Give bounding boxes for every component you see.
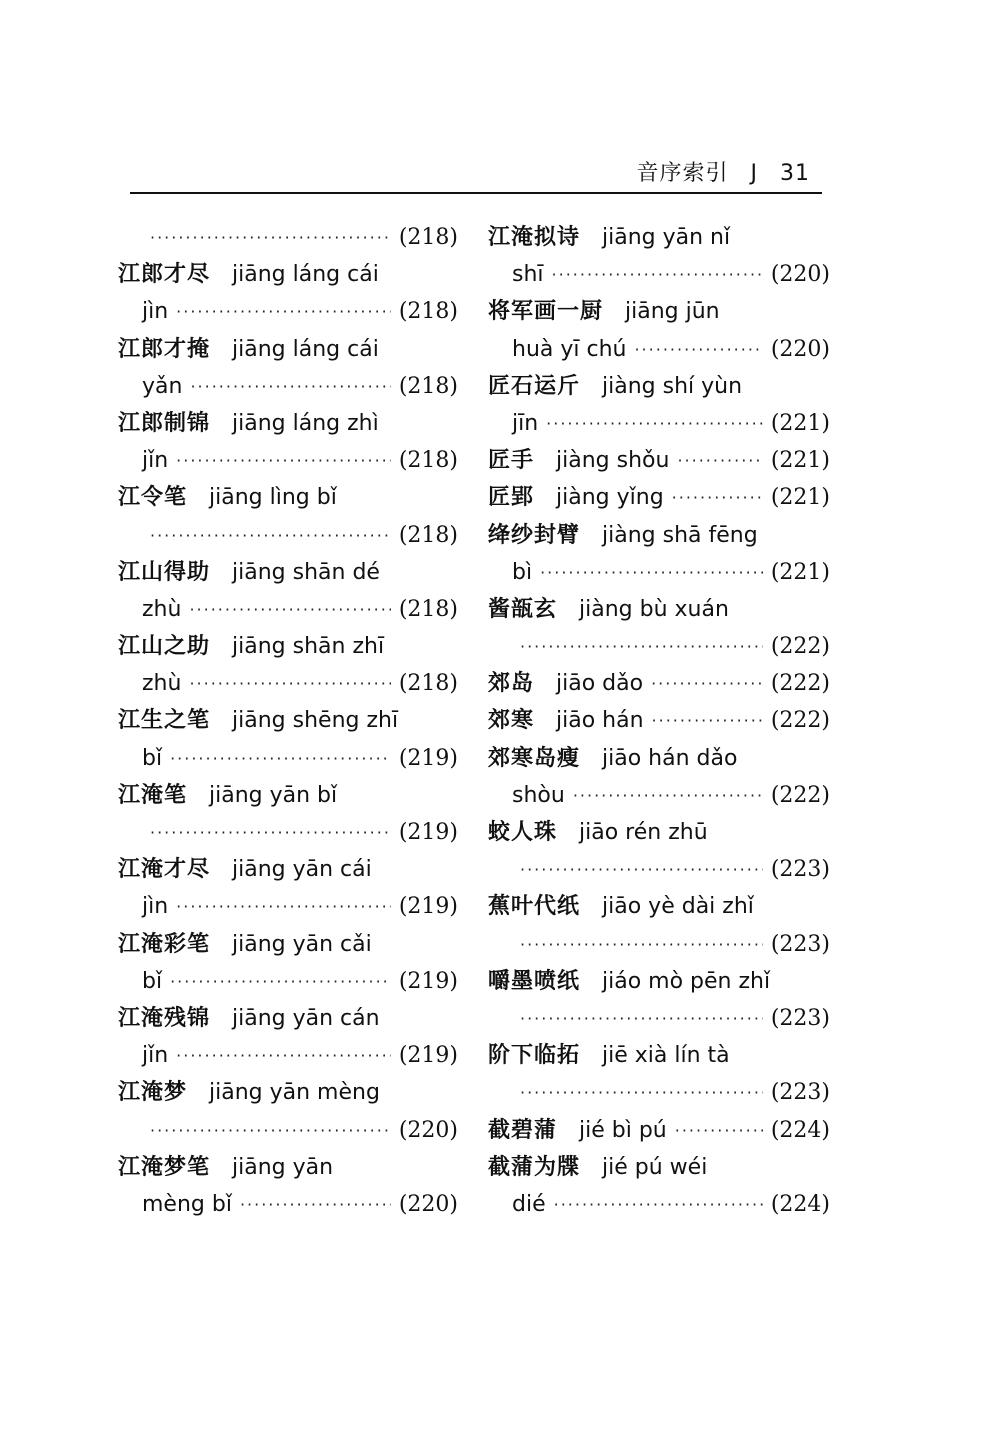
entry-page-ref: (223) <box>770 1005 830 1031</box>
index-continuation-line <box>488 331 830 368</box>
index-continuation-line <box>488 851 830 888</box>
index-continuation-line <box>118 1037 458 1074</box>
index-continuation-line <box>118 665 458 702</box>
index-entry-line <box>488 1037 830 1074</box>
index-entry-line <box>488 888 830 925</box>
running-head <box>622 156 810 187</box>
entry-pinyin: jiāng yān nǐ <box>602 225 731 250</box>
entry-pinyin: jiāng láng zhì <box>232 410 379 436</box>
entry-term: 截碧蒲 <box>488 1117 558 1143</box>
dot-leader <box>520 628 763 665</box>
index-continuation-line <box>118 814 458 851</box>
index-continuation-line <box>118 963 458 1000</box>
index-continuation-line <box>488 1074 830 1111</box>
entry-pinyin: jiāng shān dé <box>232 559 380 585</box>
entry-page-ref: (219) <box>398 820 458 845</box>
entry-pinyin: jiāo dǎo <box>556 671 644 697</box>
entry-term: 江淹笔 <box>118 782 188 808</box>
entry-pinyin: jiāng yān mèng <box>209 1080 380 1106</box>
entry-page-ref: (223) <box>770 931 830 957</box>
index-continuation-line <box>118 293 458 330</box>
index-entry-line <box>488 442 830 479</box>
index-entry-line <box>488 517 830 554</box>
entry-pinyin: jié bì pú <box>579 1117 667 1143</box>
dot-leader <box>150 517 391 554</box>
dot-leader <box>150 219 391 256</box>
entry-pinyin: jìn <box>142 894 169 920</box>
entry-page-ref: (222) <box>770 708 830 734</box>
entry-pinyin: jǐn <box>142 1043 169 1069</box>
index-entry-line <box>488 740 830 777</box>
entry-page-ref: (222) <box>770 671 830 697</box>
dot-leader <box>672 479 763 516</box>
index-column-left <box>118 219 458 1223</box>
index-entry-line <box>118 1149 458 1186</box>
index-continuation-line <box>118 517 458 554</box>
dot-leader <box>677 442 762 479</box>
index-entry-line <box>118 777 458 814</box>
index-entry-line <box>118 331 458 368</box>
index-continuation-line <box>118 591 458 628</box>
index-entry-line <box>118 554 458 591</box>
dot-leader <box>150 814 391 851</box>
entry-page-ref: (221) <box>770 485 830 511</box>
section-title: 音序索引 <box>636 161 729 186</box>
entry-term: 江令笔 <box>118 485 188 511</box>
index-continuation-line <box>118 442 458 479</box>
index-entry-line <box>488 1112 830 1149</box>
entry-pinyin: jiāo hán dǎo <box>602 745 738 771</box>
entry-term: 嚼墨喷纸 <box>488 968 581 994</box>
entry-term: 匠石运斤 <box>488 373 581 399</box>
index-entry-line <box>488 814 830 851</box>
entry-term: 江淹残锦 <box>118 1005 211 1031</box>
entry-term: 酱瓿玄 <box>488 596 558 622</box>
entry-pinyin: jiāng láng cái <box>232 262 379 288</box>
entry-page-ref: (218) <box>398 448 458 474</box>
entry-page-ref: (224) <box>770 1117 830 1143</box>
dot-leader <box>540 554 763 591</box>
entry-term: 截蒲为牒 <box>488 1154 581 1180</box>
entry-term: 绛纱封臂 <box>488 522 581 548</box>
page-number: 31 <box>780 161 810 186</box>
dot-leader <box>520 851 763 888</box>
entry-term: 江淹拟诗 <box>488 225 581 250</box>
entry-page-ref: (220) <box>770 336 830 362</box>
dot-leader <box>520 1074 763 1111</box>
index-continuation-line <box>118 219 458 256</box>
entry-pinyin: jiāo hán <box>556 708 644 734</box>
entry-pinyin: jiàng shí yùn <box>602 373 743 399</box>
entry-pinyin: jiāo rén zhū <box>579 820 708 845</box>
entry-term: 匠郢 <box>488 485 535 511</box>
entry-pinyin: bǐ <box>142 745 163 771</box>
entry-term: 江山之助 <box>118 634 211 660</box>
index-entry-line <box>118 1074 458 1111</box>
index-entry-line <box>118 1000 458 1037</box>
dot-leader <box>652 702 763 739</box>
dot-leader <box>552 256 763 293</box>
index-continuation-line <box>488 777 830 814</box>
header-rule <box>130 192 822 194</box>
dot-leader <box>546 405 763 442</box>
index-entry-line <box>488 219 830 256</box>
entry-pinyin: jiē xià lín tà <box>602 1043 730 1069</box>
entry-page-ref: (220) <box>398 1191 458 1217</box>
dot-leader <box>520 926 763 963</box>
index-continuation-line <box>118 740 458 777</box>
index-entry-line <box>488 963 830 1000</box>
dot-leader <box>520 1000 763 1037</box>
entry-page-ref: (218) <box>398 299 458 325</box>
index-entry-line <box>488 665 830 702</box>
entry-page-ref: (220) <box>398 1117 458 1143</box>
index-column-right <box>488 219 830 1223</box>
entry-page-ref: (220) <box>770 262 830 288</box>
dot-leader <box>150 1112 391 1149</box>
index-continuation-line <box>118 1112 458 1149</box>
dot-leader <box>170 963 391 1000</box>
entry-page-ref: (222) <box>770 634 830 660</box>
dot-leader <box>675 1112 763 1149</box>
entry-term: 江生之笔 <box>118 708 211 734</box>
entry-term: 匠手 <box>488 448 535 474</box>
entry-page-ref: (218) <box>398 225 458 250</box>
dot-leader <box>190 368 390 405</box>
index-entry-line <box>118 702 458 739</box>
entry-page-ref: (219) <box>398 968 458 994</box>
dot-leader <box>176 1037 391 1074</box>
entry-term: 江山得助 <box>118 559 211 585</box>
index-continuation-line <box>488 628 830 665</box>
index-entry-line <box>118 256 458 293</box>
entry-pinyin: shī <box>512 262 544 288</box>
dot-leader <box>573 777 763 814</box>
entry-pinyin: bì <box>512 559 533 585</box>
dot-leader <box>189 665 390 702</box>
entry-page-ref: (221) <box>770 559 830 585</box>
entry-pinyin: mèng bǐ <box>142 1191 232 1217</box>
dot-leader <box>554 1186 763 1223</box>
entry-pinyin: jiāng yān bǐ <box>209 782 338 808</box>
entry-pinyin: jiāng yān <box>232 1154 334 1180</box>
index-continuation-line <box>488 554 830 591</box>
index-entry-line <box>488 591 830 628</box>
entry-page-ref: (222) <box>770 782 830 808</box>
entry-pinyin: jié pú wéi <box>602 1154 708 1180</box>
entry-pinyin: jiàng yǐng <box>556 485 664 511</box>
entry-term: 将军画一厨 <box>488 299 604 325</box>
entry-term: 江淹梦 <box>118 1080 188 1106</box>
entry-term: 江郎才尽 <box>118 262 211 288</box>
entry-term: 郊寒 <box>488 708 535 734</box>
dot-leader <box>189 591 390 628</box>
entry-pinyin: dié <box>512 1191 546 1217</box>
entry-page-ref: (223) <box>770 1080 830 1106</box>
entry-page-ref: (219) <box>398 1043 458 1069</box>
entry-pinyin: jǐn <box>142 448 169 474</box>
entry-term: 江郎才掩 <box>118 336 211 362</box>
entry-term: 江淹梦笔 <box>118 1154 211 1180</box>
entry-pinyin: huà yī chú <box>512 336 627 362</box>
index-continuation-line <box>488 1000 830 1037</box>
entry-pinyin: jiāng yān cán <box>232 1005 380 1031</box>
entry-term: 江淹才尽 <box>118 857 211 883</box>
dot-leader <box>176 888 391 925</box>
entry-page-ref: (219) <box>398 894 458 920</box>
index-entry-line <box>118 926 458 963</box>
entry-page-ref: (218) <box>398 522 458 548</box>
dot-leader <box>170 740 391 777</box>
entry-pinyin: jiāng yān cái <box>232 857 372 883</box>
entry-pinyin: jiāng jūn <box>625 299 720 325</box>
entry-pinyin: jiàng bù xuán <box>579 596 729 622</box>
index-continuation-line <box>488 926 830 963</box>
entry-page-ref: (218) <box>398 596 458 622</box>
entry-term: 江郎制锦 <box>118 410 211 436</box>
entry-page-ref: (221) <box>770 410 830 436</box>
entry-term: 郊寒岛瘦 <box>488 745 581 771</box>
index-entry-line <box>118 479 458 516</box>
entry-pinyin: jiāng yān cǎi <box>232 931 372 957</box>
entry-term: 蛟人珠 <box>488 820 558 845</box>
dot-leader <box>240 1186 391 1223</box>
entry-pinyin: jīn <box>512 410 539 436</box>
index-continuation-line <box>118 1186 458 1223</box>
entry-pinyin: bǐ <box>142 968 163 994</box>
index-entry-line <box>488 479 830 516</box>
entry-page-ref: (221) <box>770 448 830 474</box>
index-entry-line <box>488 293 830 330</box>
index-entry-line <box>488 702 830 739</box>
entry-pinyin: jiāng shēng zhī <box>232 708 399 734</box>
entry-page-ref: (223) <box>770 857 830 883</box>
index-continuation-line <box>118 888 458 925</box>
entry-pinyin: yǎn <box>142 373 183 399</box>
entry-page-ref: (218) <box>398 373 458 399</box>
dot-leader <box>176 293 391 330</box>
index-continuation-line <box>488 1186 830 1223</box>
entry-pinyin: jiàng shǒu <box>556 448 670 474</box>
index-continuation-line <box>488 256 830 293</box>
entry-pinyin: zhù <box>142 596 182 622</box>
index-continuation-line <box>118 368 458 405</box>
entry-page-ref: (219) <box>398 745 458 771</box>
entry-pinyin: jiáo mò pēn zhǐ <box>602 968 771 994</box>
entry-pinyin: jìn <box>142 299 169 325</box>
dot-leader <box>634 331 762 368</box>
entry-term: 阶下临拓 <box>488 1043 581 1069</box>
entry-pinyin: jiāo yè dài zhǐ <box>602 894 754 920</box>
entry-term: 郊岛 <box>488 671 535 697</box>
index-entry-line <box>118 851 458 888</box>
entry-pinyin: jiāng shān zhī <box>232 634 385 660</box>
index-entry-line <box>118 405 458 442</box>
entry-term: 蕉叶代纸 <box>488 894 581 920</box>
section-letter: J <box>750 161 758 186</box>
entry-pinyin: jiàng shā fēng <box>602 522 758 548</box>
entry-page-ref: (224) <box>770 1191 830 1217</box>
entry-page-ref: (218) <box>398 671 458 697</box>
entry-pinyin: zhù <box>142 671 182 697</box>
entry-term: 江淹彩笔 <box>118 931 211 957</box>
index-entry-line <box>488 368 830 405</box>
dot-leader <box>651 665 763 702</box>
page-header <box>130 150 822 194</box>
entry-pinyin: shòu <box>512 782 565 808</box>
index-continuation-line <box>488 405 830 442</box>
entry-pinyin: jiāng lìng bǐ <box>209 485 337 511</box>
index-entry-line <box>118 628 458 665</box>
index-entry-line <box>488 1149 830 1186</box>
dot-leader <box>176 442 391 479</box>
entry-pinyin: jiāng láng cái <box>232 336 379 362</box>
